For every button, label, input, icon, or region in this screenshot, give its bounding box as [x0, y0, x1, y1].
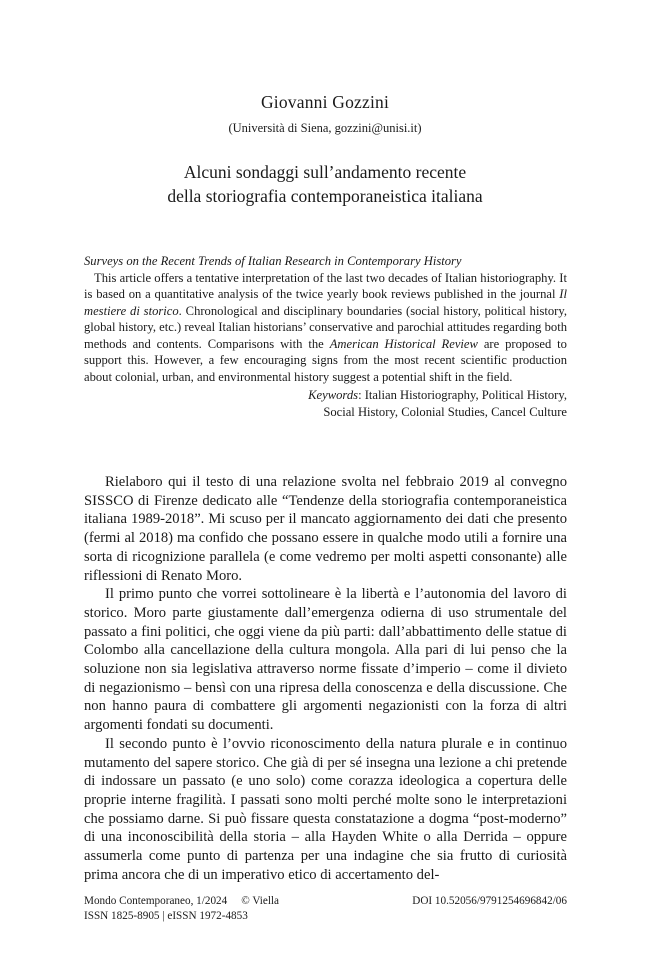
abstract-text-part-2: . Chronological and disciplinary boundaries (social history, political history, global history, etc.) reveal Italian historians’ conservative and parochial attitudes regarding both methods and contents. Comparisons with the [84, 303, 567, 351]
page-footer [84, 894, 567, 924]
review-name: American Historical Review [329, 336, 478, 351]
footer-journal: Mondo Contemporaneo, 1/2024 [84, 895, 228, 907]
article-body [84, 473, 567, 884]
body-paragraph-3: Il secondo punto è l’ovvio riconoscimento della natura plurale e in continuo mutamento del sapere storico. Che già di per sé insegna una lezione a chi pretende di indossare un passato (e uno solo) come corazza ideologica a copertura delle proprie interne fragilità. I passati sono molti perché molte sono le interpretazioni che possiamo darne. Si può fissare questa constatazione a dogma “post-moderno” di una inconoscibilità della storia – alla Hayden White o alla Derrida – oppure assumerla come punto di partenza per una indagine che sia frutto di curiosità prima ancora che di un imperativo etico di accertamento del- [84, 735, 567, 883]
footer-issn: ISSN 1825-8905 | eISSN 1972-4853 [84, 910, 248, 922]
author-affiliation: (Università di Siena, gozzini@unisi.it) [228, 121, 422, 135]
body-paragraph-1: Rielaboro qui il testo di una relazione svolta nel febbraio 2019 al convegno SISSCO di Firenze dedicato alle “Tendenze della storiografia contemporaneistica italiana 1989-2018”. Mi scuso per il mancato aggiornamento dei dati che presento (fermi al 2018) ma confido che possano essere in qualche modo utili a fornire una sorta di ricognizione parallela (e come vedremo per molti aspetti consonante) alle riflessioni di Renato Moro. [84, 474, 567, 584]
article-title-line-1: Alcuni sondaggi sull’andamento recente [183, 162, 467, 182]
article-title-line-2: della storiografia contemporaneistica italiana [167, 186, 483, 206]
keywords-line-1: : Italian Historiography, Political History, [358, 388, 567, 402]
article-title [0, 160, 650, 208]
keywords [84, 387, 567, 420]
abstract [84, 253, 567, 420]
body-paragraph-2: Il primo punto che vorrei sottolineare è la libertà e l’autonomia del lavoro di storico. Moro parte giustamente dall’emergenza odierna di uso strumentale del passato a fini politici, che oggi viene da più parti: dall’abbattimento delle statue di Colombo alla cancellazione della cultura mongola. Alla pari di lui penso che la soluzione non sia legislativa attraverso norme fissate d’imperio – come il divieto di negazionismo – bensì con una ripresa della conoscenza e della discussione. Che non hanno paura di combattere gli argomenti negazionisti con la forza di altri argomenti fondati su documenti. [84, 586, 567, 734]
journal-name: Il mestiere di storico [84, 287, 567, 318]
footer-publisher: © Viella [241, 895, 280, 907]
keywords-line-2: Social History, Colonial Studies, Cancel Culture [323, 404, 567, 419]
abstract-text-part-3: are proposed to support this. However, a few encouraging signs from the most recent scientific production about colonial, urban, and environmental history suggest a potential shift in the field. [84, 336, 567, 384]
keywords-label: Keywords [308, 388, 359, 402]
abstract-text [84, 270, 567, 386]
footer-doi: DOI 10.52056/9791254696842/06 [412, 895, 567, 907]
author-name: Giovanni Gozzini [260, 92, 390, 112]
abstract-text-part-1: This article offers a tentative interpretation of the last two decades of Italian historiography. It is based on a quantitative analysis of the twice yearly book reviews published in the journal [84, 270, 567, 301]
abstract-title: Surveys on the Recent Trends of Italian Research in Contemporary History [84, 254, 462, 268]
